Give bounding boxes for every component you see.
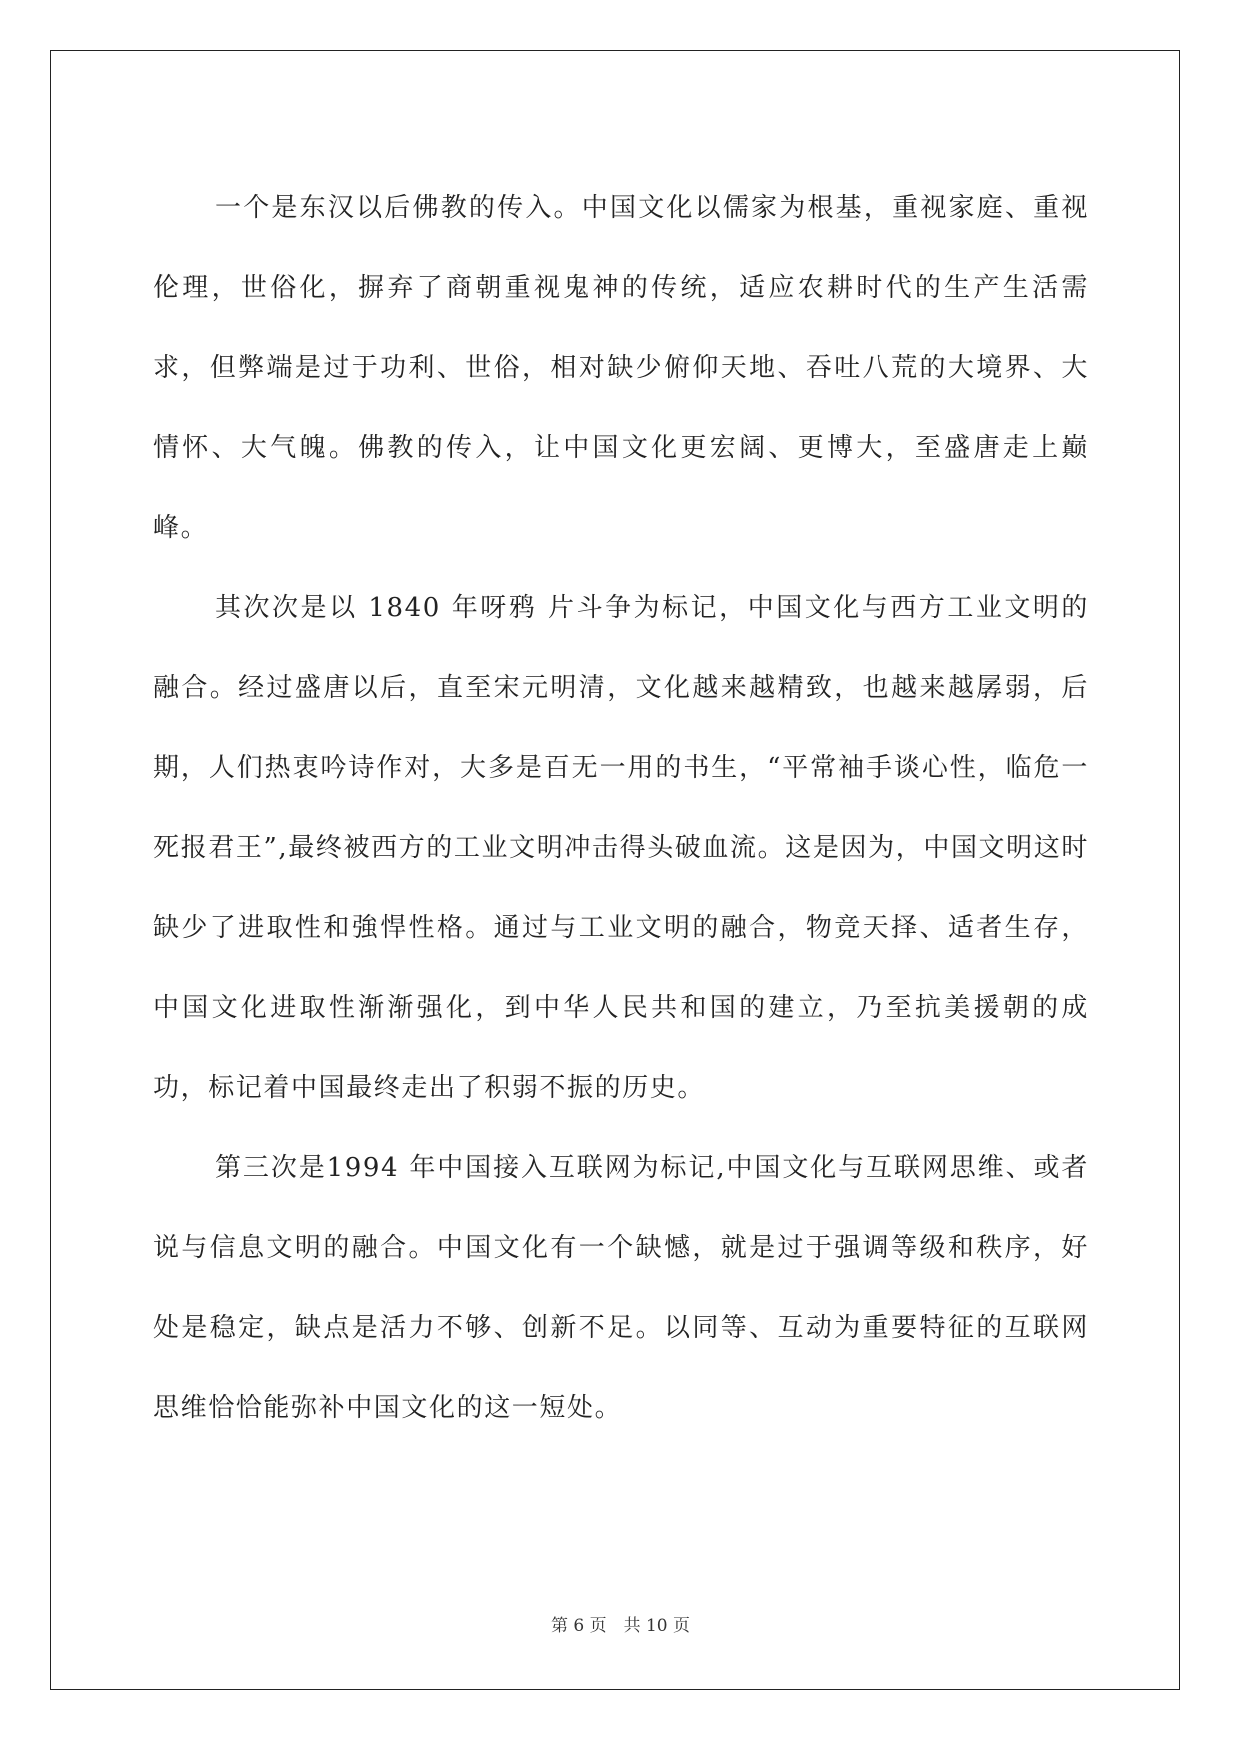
paragraph-3: 第三次是1994 年中国接入互联网为标记,中国文化与互联网思维、或者说与信息文明的融合。中国文化有一个缺憾，就是过于强调等级和秩序，好处是稳定，缺点是活力不够、创新不足。以同等、互动为重要特征的互联网思维恰恰能弥补中国文化的这一短处。 — [153, 1153, 1089, 1423]
paragraph-2: 其次次是以 1840 年呀鸦 片斗争为标记，中国文化与西方工业文明的融合。经过盛唐以后，直至宋元明清，文化越来越精致，也越来越孱弱，后期，人们热衷吟诗作对，大多是百无一用的书生，“平常袖手谈心性，临危一死报君王”,最终被西方的工业文明冲击得头破血流。这是因为，中国文明这时缺少了进取性和強悍性格。通过与工业文明的融合，物竞天择、适者生存，中国文化进取性渐渐强化，到中华人民共和国的建立，乃至抗美援朝的成功，标记着中国最终走出了积弱不振的历史。 — [153, 593, 1089, 1103]
document-body — [153, 168, 1089, 1448]
page-number-footer: 第 6 页 共 10 页 — [550, 1616, 691, 1636]
paragraph-1: 一个是东汉以后佛教的传入。中国文化以儒家为根基，重视家庭、重视伦理，世俗化，摒弃了商朝重视鬼神的传统，适应农耕时代的生产生活需求，但弊端是过于功利、世俗，相对缺少俯仰天地、吞吐八荒的大境界、大情怀、大气魄。佛教的传入，让中国文化更宏阔、更博大，至盛唐走上巅峰。 — [153, 193, 1089, 543]
